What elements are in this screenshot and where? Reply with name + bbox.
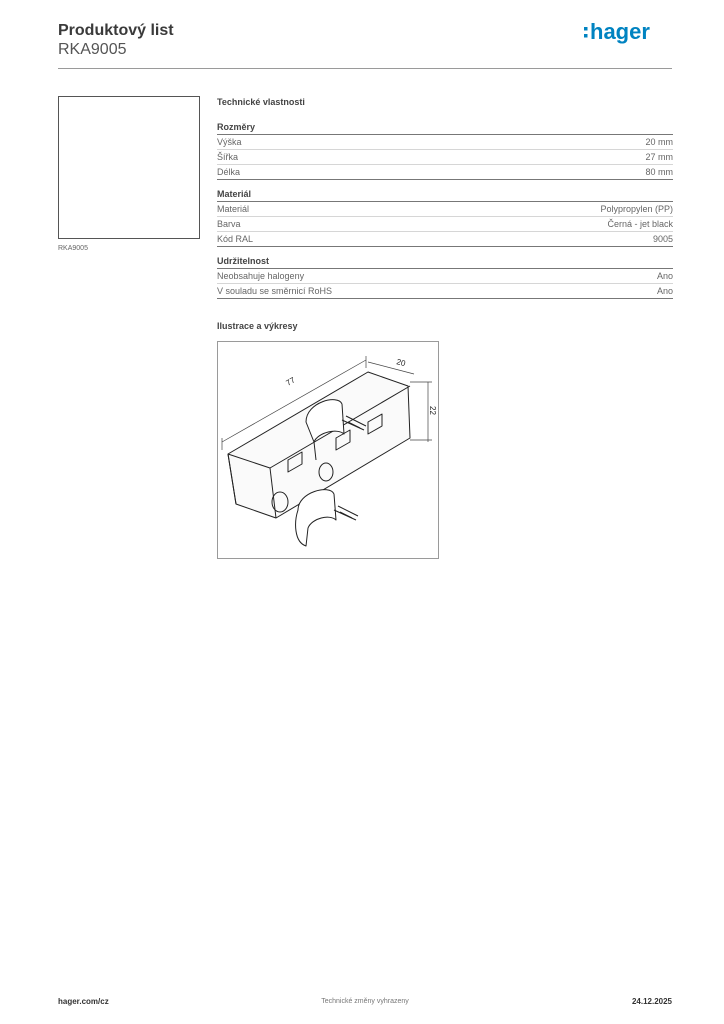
footer-website-link[interactable]: hager.com/cz <box>58 997 109 1006</box>
spec-label: Výška <box>217 137 242 147</box>
spec-label: Šířka <box>217 152 239 162</box>
spec-value: Ano <box>656 286 673 296</box>
spec-label: Materiál <box>217 204 250 214</box>
spec-row <box>217 150 673 165</box>
spec-value: Černá - jet black <box>607 219 673 229</box>
spec-group-dimensions <box>217 121 673 180</box>
footer-note: Technické změny vyhrazeny <box>321 998 409 1005</box>
hager-logo <box>582 20 672 46</box>
spec-value: 20 mm <box>645 137 673 147</box>
spec-label: Barva <box>217 219 241 229</box>
spec-value: Polypropylen (PP) <box>600 204 673 214</box>
spec-label: Kód RAL <box>217 234 254 244</box>
technical-specs <box>217 96 673 307</box>
spec-group-sustainability <box>217 255 673 299</box>
dimension-width: 20 <box>395 357 407 369</box>
dimension-height: 22 <box>428 406 437 415</box>
spec-row <box>217 284 673 299</box>
footer-date: 24.12.2025 <box>631 997 672 1006</box>
technical-drawing <box>217 341 439 559</box>
spec-group-heading: Udržitelnost <box>217 255 673 269</box>
spec-group-material <box>217 188 673 247</box>
spec-value: 9005 <box>652 234 673 244</box>
spec-row <box>217 165 673 180</box>
spec-value: 80 mm <box>645 167 673 177</box>
logo-wordmark: hager <box>590 20 650 44</box>
illustrations-title: Ilustrace a výkresy <box>217 321 298 331</box>
spec-label: V souladu se směrnicí RoHS <box>217 286 333 296</box>
spec-row <box>217 232 673 247</box>
spec-row <box>217 269 673 284</box>
spec-label: Neobsahuje halogeny <box>217 271 305 281</box>
spec-row <box>217 217 673 232</box>
product-image-caption: RKA9005 <box>58 245 88 252</box>
spec-group-heading: Materiál <box>217 188 673 202</box>
spec-group-heading: Rozměry <box>217 121 673 135</box>
page-header <box>58 22 672 68</box>
dimension-length: 77 <box>284 375 297 388</box>
cable-clip-drawing <box>218 342 438 558</box>
product-code: RKA9005 <box>58 41 127 58</box>
product-image <box>58 96 200 239</box>
document-title: Produktový list <box>58 22 174 39</box>
spec-label: Délka <box>217 167 241 177</box>
spec-row <box>217 202 673 217</box>
spec-row <box>217 135 673 150</box>
specs-title: Technické vlastnosti <box>217 97 305 107</box>
spec-value: Ano <box>656 271 673 281</box>
header-divider <box>58 68 672 69</box>
page-footer <box>58 997 672 1011</box>
spec-value: 27 mm <box>645 152 673 162</box>
